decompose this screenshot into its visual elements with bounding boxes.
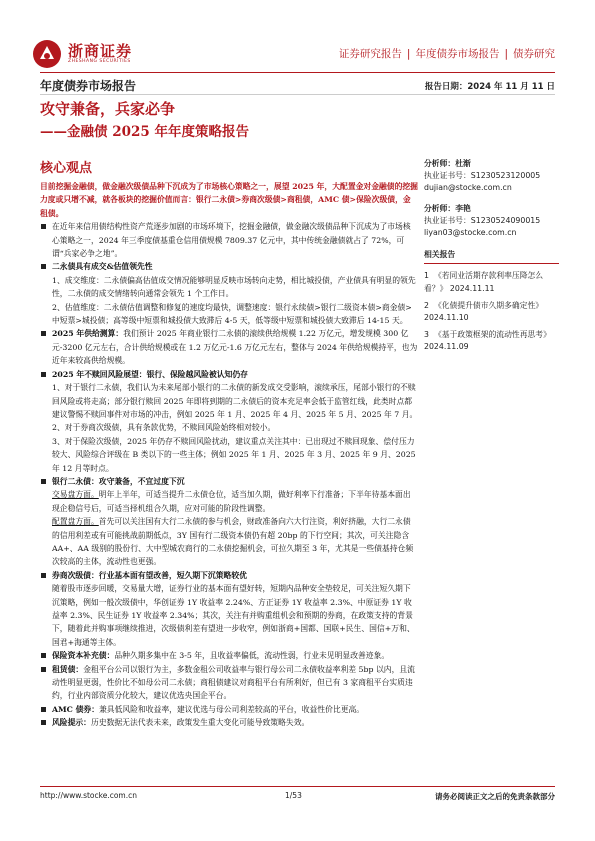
related-report-item[interactable]: 1 《若同业活期存款利率压降怎么看？》 2024.11.11 [424, 271, 544, 293]
paragraph-text: 品种久期多集中在 3-5 年，且收益率偏低，流动性弱，行业未见明显改善迹象。 [114, 651, 390, 661]
related-report-item[interactable]: 3 《基于政策框架的流动性再思考》 2024.11.09 [424, 330, 551, 352]
related-report-item[interactable]: 2 《化债提升债市久期多确定性》 2024.11.10 [424, 300, 544, 323]
paragraph-text: 2、估值维度：二永债估值调整和修复的速度均最快，调整速度：银行永续债>银行二级资本债>商金债>中短票>城投债；高等级中短票和城投债大致滞后 4-5 天，低等级中短票和城投债大致滞后 14-15 天。 [52, 302, 412, 326]
header-divider [40, 72, 555, 73]
sub-paragraph [40, 435, 418, 475]
analyst-block: 分析师：李艳 执业证书号：S1230524090015 liyan03@stocke.com.cn [424, 203, 559, 240]
paragraph-text: 我们预计 2025 年商业银行二永债的滚续供给规模 1.22 万亿元，增发规模 300 亿元-3200 亿元左右，合计供给规模或在 1.2 万亿元-1.6 万亿元左右，整体与 2024 年供给规模持平，也为近年来较高供给规模。 [52, 329, 418, 366]
analyst-cert: S1230524090015 [470, 215, 541, 225]
bullet-paragraph [40, 260, 418, 273]
sub-paragraph [40, 301, 418, 328]
company-logo [32, 39, 62, 69]
bullet-paragraph [40, 475, 418, 488]
sub-paragraph [40, 515, 418, 569]
analyst-name: 杜渐 [455, 159, 471, 168]
bullet-paragraph [40, 703, 418, 716]
paragraph-text: 兼具低风险和收益率，建议优选与母公司利差较高的平台，收益性价比更高。 [99, 704, 365, 714]
paragraph-text: 首先可以关注国有大行二永债的参与机会，财政准备向六大行注资，利好挤融，大行二永债的信用利差或有可能挑战前期低点，3Y 国有行二级资本债仍有超 20bp 的下行空间；其次，可关注隐含 AA+、AA 级别的股份行、大中型城农商行的二永债挖掘机会，可拉久期至 3 年，尤其是一些债基持仓频次较高的主体，流动性也更强。 [52, 517, 414, 567]
paragraph-heading: 风险提示： [52, 718, 91, 728]
sub-paragraph [40, 274, 418, 301]
category-label: 证券研究报告 [338, 48, 402, 60]
bullet-paragraph [40, 327, 418, 367]
paragraph-text: 随着股市逐步回暖，交易量大增，证券行业的基本面有望好转，短期内品种安全垫较足，可关注短久期下沉策略，例如一般次级债中，华创证券 1Y 收益率 2.24%、方正证券 1Y 收益率 2.3%、中原证券 1Y 收益率 2.3%、民生证券 1Y 收益率 2.34%；其次，关注有并购重组机会和预期的券商，在政策支持的背景下，随着此并购事项继续推进，次级债利差有望进一步收窄，例如浙商+国都、国联+民生、国信+万和、国君+海通等主体。 [52, 584, 415, 647]
analyst-block: 分析师：杜渐 执业证书号：S1230523120005 dujian@stocke.com.cn [424, 158, 559, 195]
category-label: 债券研究 [513, 48, 555, 60]
bullet-paragraph [40, 220, 418, 260]
page-number: 1/53 [285, 791, 302, 800]
footer-url[interactable]: http://www.stocke.com.cn [40, 791, 137, 800]
report-subtitle: ——金融债 2025 年年度策略报告 [40, 124, 249, 140]
paragraph-text: 3、对于保险次级债，2025 年仍存不赎回风险扰动，建议重点关注其中：已出现过不赎回现象、偿付压力较大、风险综合评级在 B 类以下的一些主体；例如 2025 年 1 月、2025 年 3 月、2025 年 9 月、2025 年 12 月等时点。 [52, 436, 416, 473]
category-label: 年度债券市场报告 [415, 48, 500, 60]
paragraph-heading: AMC 债券： [52, 704, 99, 714]
analyst-name: 李艳 [455, 203, 471, 213]
paragraph-heading: 保险资本补充债： [52, 651, 115, 661]
paragraph-subheading: 交易盘方面。 [52, 490, 99, 500]
related-reports-title: 相关报告 [424, 249, 559, 264]
analyst-email[interactable]: dujian@stocke.com.cn [424, 183, 512, 193]
bullet-paragraph [40, 368, 418, 381]
report-type: 年度债券市场报告 [40, 79, 137, 93]
report-title: 攻守兼备，兵家必争 [40, 100, 176, 118]
paragraph-text: 1、对于银行二永债，我们认为未来尾部小银行的二永债的新发成交受影响，滚续承压，尾部小银行的不赎回风险或将走高；部分银行赎回 2025 年即将到期的二永债后的资本充足率会低于监管红线，此类时点都建议警惕不赎回事件对市场的冲击，例如 2025 年 1 月、2025 年 4 月、2025 年 5 月、2025 年 7 月。 [52, 383, 418, 419]
paragraph-text: 金租平台公司以银行为主，多数金租公司收益率与银行母公司二永债收益率利差 5bp 以内，且流动性明显更弱，性价比不如母公司二永债；商租债建议对商租平台有所利好，但已有 3 家商租平台实质违约，行业内部资质分化较大，建议优选央国企平台。 [52, 664, 415, 701]
related-reports-list [424, 270, 559, 353]
footer-disclaimer: 请务必阅读正文之后的免责条款部分 [435, 792, 555, 801]
paragraph-text: 历史数据无法代表未来，政策发生重大变化可能导致策略失效。 [90, 718, 310, 728]
subheader-divider [40, 94, 555, 95]
paragraph-text: 1、成交维度：二永债偏高估值成交情况能够明显反映市场转向走势，相比城投债，产业债具有明显的领先性，二永债的成交情绪转向通常会领先 1 个工作日。 [52, 275, 416, 299]
paragraph-text: 在近年来信用债结构性资产荒逐步加剧的市场环境下，挖掘金融债，做金融次级债品种下沉成为了市场核心策略之一，2024 年三季度债基重仓信用债规模 7809.37 亿元中，其中传统金融债就占了 72%，可谓“兵家必争之地”。 [52, 222, 411, 259]
bullet-paragraph [40, 716, 418, 729]
paragraph-subheading: 配置盘方面。 [52, 517, 99, 527]
sub-paragraph [40, 582, 418, 649]
sub-paragraph [40, 488, 418, 515]
paragraph-heading: 租赁债： [52, 664, 84, 674]
bullet-paragraph [40, 663, 418, 703]
paragraph-text: 明年上半年，可适当提升二永债仓位，适当加久期，做好利率下行准备；下半年待基本面出现企稳信号后，可适当择机组合久期，应对可能的阶段性调整。 [52, 490, 411, 513]
sidebar [424, 158, 559, 359]
section-title: 核心观点 [40, 161, 93, 176]
bullet-paragraph [40, 569, 418, 582]
paragraph-heading: 二永债具有成交&估值领先性 [52, 262, 153, 272]
paragraph-text: 2、对于券商次级债，具有条款优势，不赎回风险始终相对较小。 [52, 423, 276, 433]
report-date: 报告日期：2024 年 11 月 11 日 [424, 82, 555, 92]
sub-paragraph [40, 421, 418, 434]
analyst-email[interactable]: liyan03@stocke.com.cn [424, 228, 517, 238]
analyst-cert: S1230523120005 [470, 171, 541, 181]
footer-divider [40, 786, 555, 787]
core-views-body [40, 180, 418, 730]
paragraph-heading: 券商次级债：行业基本面有望改善，短久期下沉策略较优 [52, 570, 247, 580]
paragraph-heading: 2025 年不赎回风险展望：银行、保险越风险被认知仍存 [52, 369, 248, 379]
brand-name-en: ZHESHANG SECURITIES [68, 59, 131, 64]
brand-name: 浙商证券 [68, 42, 133, 60]
summary-paragraph: 目前挖掘金融债，做金融次级债品种下沉成为了市场核心策略之一，展望 2025 年，大配置金对金融债的挖掘力度或只增不减，就各板块的挖掘价值而言：银行二永债>券商次级债>商租债，AMC 债>保险次级债，金租债。 [40, 182, 418, 218]
header-categories: 证券研究报告 | 年度债券市场报告 | 债券研究 [338, 48, 555, 60]
paragraph-heading: 2025 年供给测算： [52, 329, 124, 339]
body-list [40, 220, 418, 729]
paragraph-heading: 银行二永债：攻守兼备，不宜过度下沉 [52, 476, 185, 486]
sub-paragraph [40, 381, 418, 421]
bullet-paragraph [40, 649, 418, 662]
